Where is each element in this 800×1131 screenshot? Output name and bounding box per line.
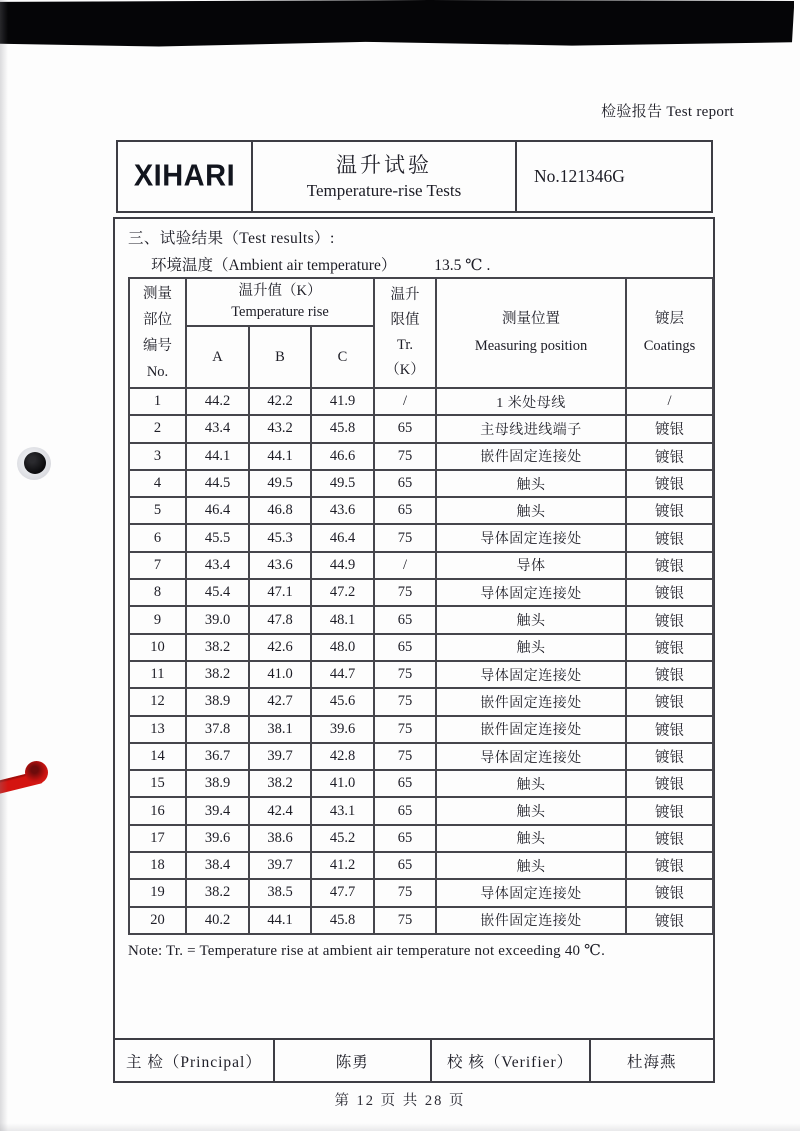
cell-position: 导体固定连接处 xyxy=(436,879,626,906)
binder-hole xyxy=(24,452,46,474)
cell-tr: 75 xyxy=(374,661,436,688)
cell-tr: 65 xyxy=(374,634,436,661)
cell-b: 49.5 xyxy=(249,470,311,497)
cell-coating: 镀银 xyxy=(626,907,713,934)
results-table xyxy=(128,277,714,935)
cell-position: 1 米处母线 xyxy=(436,388,626,415)
report-type-label: 检验报告 Test report xyxy=(601,104,734,120)
cell-c: 41.0 xyxy=(311,770,374,797)
table-row xyxy=(129,743,713,770)
cell-tr: 65 xyxy=(374,415,436,442)
cell-c: 45.8 xyxy=(311,907,374,934)
report-title-cell xyxy=(251,142,517,211)
cell-no: 6 xyxy=(129,524,186,551)
col-header-phase-a: A xyxy=(186,326,249,388)
cell-c: 41.9 xyxy=(311,388,374,415)
cell-c: 39.6 xyxy=(311,716,374,743)
cell-tr: 75 xyxy=(374,879,436,906)
cell-no: 1 xyxy=(129,388,186,415)
cell-c: 46.4 xyxy=(311,524,374,551)
principal-name: 陈勇 xyxy=(273,1040,430,1081)
principal-label: 主 检（Principal） xyxy=(126,1053,262,1071)
cell-no: 9 xyxy=(129,606,186,633)
cell-a: 45.4 xyxy=(186,579,249,606)
cell-coating: 镀银 xyxy=(626,688,713,715)
cell-b: 43.2 xyxy=(249,415,311,442)
cell-a: 45.5 xyxy=(186,524,249,551)
table-row xyxy=(129,634,713,661)
col-header-limit: 温升 限值 Tr. （K） xyxy=(374,278,436,388)
cell-a: 39.6 xyxy=(186,825,249,852)
cell-c: 46.6 xyxy=(311,443,374,470)
cell-position: 触头 xyxy=(436,770,626,797)
results-tbody xyxy=(129,388,713,934)
cell-no: 14 xyxy=(129,743,186,770)
cell-a: 43.4 xyxy=(186,552,249,579)
cell-a: 40.2 xyxy=(186,907,249,934)
cell-no: 11 xyxy=(129,661,186,688)
cell-position: 触头 xyxy=(436,606,626,633)
cell-position: 导体固定连接处 xyxy=(436,661,626,688)
cell-coating: 镀银 xyxy=(626,524,713,551)
cell-position: 导体 xyxy=(436,552,626,579)
cell-a: 38.9 xyxy=(186,688,249,715)
cell-c: 44.7 xyxy=(311,661,374,688)
cell-position: 导体固定连接处 xyxy=(436,743,626,770)
cell-position: 嵌件固定连接处 xyxy=(436,716,626,743)
cell-b: 38.2 xyxy=(249,770,311,797)
cell-position: 触头 xyxy=(436,852,626,879)
cell-c: 42.8 xyxy=(311,743,374,770)
cell-a: 44.5 xyxy=(186,470,249,497)
cell-position: 嵌件固定连接处 xyxy=(436,688,626,715)
cell-position: 主母线进线端子 xyxy=(436,415,626,442)
cell-no: 5 xyxy=(129,497,186,524)
cell-a: 38.2 xyxy=(186,661,249,688)
note-line: Note: Tr. = Temperature rise at ambient air temperature not exceeding 40 ℃. xyxy=(128,943,606,959)
cell-no: 16 xyxy=(129,797,186,824)
cell-coating: 镀银 xyxy=(626,415,713,442)
report-header-table xyxy=(116,140,713,213)
cell-coating: 镀银 xyxy=(626,743,713,770)
cell-a: 44.1 xyxy=(186,443,249,470)
cell-tr: 75 xyxy=(374,688,436,715)
table-row xyxy=(129,579,713,606)
cell-a: 36.7 xyxy=(186,743,249,770)
section-heading: 三、试验结果（Test results）: xyxy=(128,230,335,247)
table-row xyxy=(129,852,713,879)
table-row xyxy=(129,388,713,415)
cell-b: 41.0 xyxy=(249,661,311,688)
cell-a: 39.4 xyxy=(186,797,249,824)
cell-c: 43.1 xyxy=(311,797,374,824)
signature-table xyxy=(113,1038,715,1083)
cell-c: 48.1 xyxy=(311,606,374,633)
cell-no: 7 xyxy=(129,552,186,579)
cell-no: 20 xyxy=(129,907,186,934)
xihari-logo: XIHARI xyxy=(133,159,236,193)
cell-coating: 镀银 xyxy=(626,443,713,470)
cell-tr: 65 xyxy=(374,606,436,633)
ambient-label: 环境温度（Ambient air temperature） xyxy=(151,257,397,274)
cell-c: 47.7 xyxy=(311,879,374,906)
table-row xyxy=(129,606,713,633)
cell-tr: 65 xyxy=(374,470,436,497)
cell-a: 44.2 xyxy=(186,388,249,415)
cell-a: 37.8 xyxy=(186,716,249,743)
cell-coating: 镀银 xyxy=(626,825,713,852)
cell-a: 46.4 xyxy=(186,497,249,524)
cell-no: 8 xyxy=(129,579,186,606)
cell-no: 17 xyxy=(129,825,186,852)
verifier-label: 校 核（Verifier） xyxy=(430,1040,589,1081)
table-row xyxy=(129,524,713,551)
cell-a: 38.4 xyxy=(186,852,249,879)
page-number-footer: 第 12 页 共 28 页 xyxy=(334,1093,466,1109)
cell-no: 10 xyxy=(129,634,186,661)
cell-b: 45.3 xyxy=(249,524,311,551)
cell-b: 42.7 xyxy=(249,688,311,715)
cell-c: 44.9 xyxy=(311,552,374,579)
cell-b: 44.1 xyxy=(249,443,311,470)
cell-no: 19 xyxy=(129,879,186,906)
cell-b: 47.8 xyxy=(249,606,311,633)
scan-artifact-top-band xyxy=(0,0,794,47)
logo-cell xyxy=(118,142,251,211)
col-header-measuring-position: 测量位置 Measuring position xyxy=(436,278,626,388)
ambient-temperature-line xyxy=(151,253,490,275)
cell-tr: 65 xyxy=(374,825,436,852)
cell-coating: 镀银 xyxy=(626,579,713,606)
cell-position: 嵌件固定连接处 xyxy=(436,443,626,470)
table-row xyxy=(129,661,713,688)
cell-tr: 75 xyxy=(374,907,436,934)
cell-no: 18 xyxy=(129,852,186,879)
cell-c: 47.2 xyxy=(311,579,374,606)
cell-b: 38.1 xyxy=(249,716,311,743)
cell-tr: 65 xyxy=(374,770,436,797)
table-row xyxy=(129,443,713,470)
table-row xyxy=(129,415,713,442)
cell-a: 38.9 xyxy=(186,770,249,797)
cell-tr: 75 xyxy=(374,716,436,743)
cell-coating: 镀银 xyxy=(626,606,713,633)
cell-b: 42.4 xyxy=(249,797,311,824)
cell-coating: 镀银 xyxy=(626,852,713,879)
ambient-value: 13.5 ℃ . xyxy=(434,257,491,274)
cell-position: 触头 xyxy=(436,497,626,524)
cell-coating: 镀银 xyxy=(626,552,713,579)
cell-coating: 镀银 xyxy=(626,797,713,824)
cell-tr: / xyxy=(374,552,436,579)
table-row xyxy=(129,688,713,715)
cell-b: 44.1 xyxy=(249,907,311,934)
report-number: No.121346G xyxy=(534,166,625,186)
cell-a: 43.4 xyxy=(186,415,249,442)
cell-no: 13 xyxy=(129,716,186,743)
cell-coating: 镀银 xyxy=(626,497,713,524)
cell-coating: 镀银 xyxy=(626,879,713,906)
cell-c: 48.0 xyxy=(311,634,374,661)
cell-tr: / xyxy=(374,388,436,415)
cell-position: 触头 xyxy=(436,825,626,852)
table-row xyxy=(129,825,713,852)
table-row xyxy=(129,907,713,934)
red-binder-ring xyxy=(25,761,48,784)
report-title-en: Temperature-rise Tests xyxy=(306,180,462,200)
table-row xyxy=(129,879,713,906)
col-header-coatings: 镀层 Coatings xyxy=(626,278,713,388)
cell-position: 嵌件固定连接处 xyxy=(436,907,626,934)
cell-tr: 75 xyxy=(374,743,436,770)
table-row xyxy=(129,770,713,797)
table-row xyxy=(129,797,713,824)
cell-b: 46.8 xyxy=(249,497,311,524)
cell-tr: 65 xyxy=(374,797,436,824)
cell-b: 43.6 xyxy=(249,552,311,579)
cell-no: 3 xyxy=(129,443,186,470)
table-row xyxy=(129,497,713,524)
col-header-no: 测量 部位 编号 No. xyxy=(129,278,186,388)
cell-tr: 65 xyxy=(374,497,436,524)
verifier-name: 杜海燕 xyxy=(589,1040,713,1081)
table-row xyxy=(129,716,713,743)
cell-no: 15 xyxy=(129,770,186,797)
results-table-header xyxy=(129,278,713,388)
cell-b: 38.6 xyxy=(249,825,311,852)
cell-c: 49.5 xyxy=(311,470,374,497)
cell-no: 4 xyxy=(129,470,186,497)
cell-a: 39.0 xyxy=(186,606,249,633)
cell-c: 45.2 xyxy=(311,825,374,852)
cell-position: 触头 xyxy=(436,797,626,824)
cell-c: 45.6 xyxy=(311,688,374,715)
cell-a: 38.2 xyxy=(186,879,249,906)
cell-no: 2 xyxy=(129,415,186,442)
cell-b: 39.7 xyxy=(249,743,311,770)
cell-b: 38.5 xyxy=(249,879,311,906)
cell-coating: 镀银 xyxy=(626,470,713,497)
cell-tr: 65 xyxy=(374,852,436,879)
cell-coating: 镀银 xyxy=(626,770,713,797)
cell-coating: 镀银 xyxy=(626,716,713,743)
cell-tr: 75 xyxy=(374,524,436,551)
cell-tr: 75 xyxy=(374,579,436,606)
cell-b: 39.7 xyxy=(249,852,311,879)
cell-c: 41.2 xyxy=(311,852,374,879)
table-row xyxy=(129,470,713,497)
cell-position: 导体固定连接处 xyxy=(436,524,626,551)
cell-no: 12 xyxy=(129,688,186,715)
cell-position: 触头 xyxy=(436,634,626,661)
table-row xyxy=(129,552,713,579)
col-header-phase-c: C xyxy=(311,326,374,388)
cell-c: 43.6 xyxy=(311,497,374,524)
cell-b: 47.1 xyxy=(249,579,311,606)
cell-c: 45.8 xyxy=(311,415,374,442)
col-header-phase-b: B xyxy=(249,326,311,388)
results-section-box xyxy=(113,217,715,1083)
col-header-temperature-rise: 温升值（K） Temperature rise xyxy=(186,278,374,326)
cell-coating: / xyxy=(626,388,713,415)
cell-position: 触头 xyxy=(436,470,626,497)
cell-a: 38.2 xyxy=(186,634,249,661)
report-title-zh: 温升试验 xyxy=(336,152,432,177)
cell-b: 42.6 xyxy=(249,634,311,661)
cell-tr: 75 xyxy=(374,443,436,470)
cell-coating: 镀银 xyxy=(626,661,713,688)
cell-position: 导体固定连接处 xyxy=(436,579,626,606)
cell-b: 42.2 xyxy=(249,388,311,415)
cell-coating: 镀银 xyxy=(626,634,713,661)
